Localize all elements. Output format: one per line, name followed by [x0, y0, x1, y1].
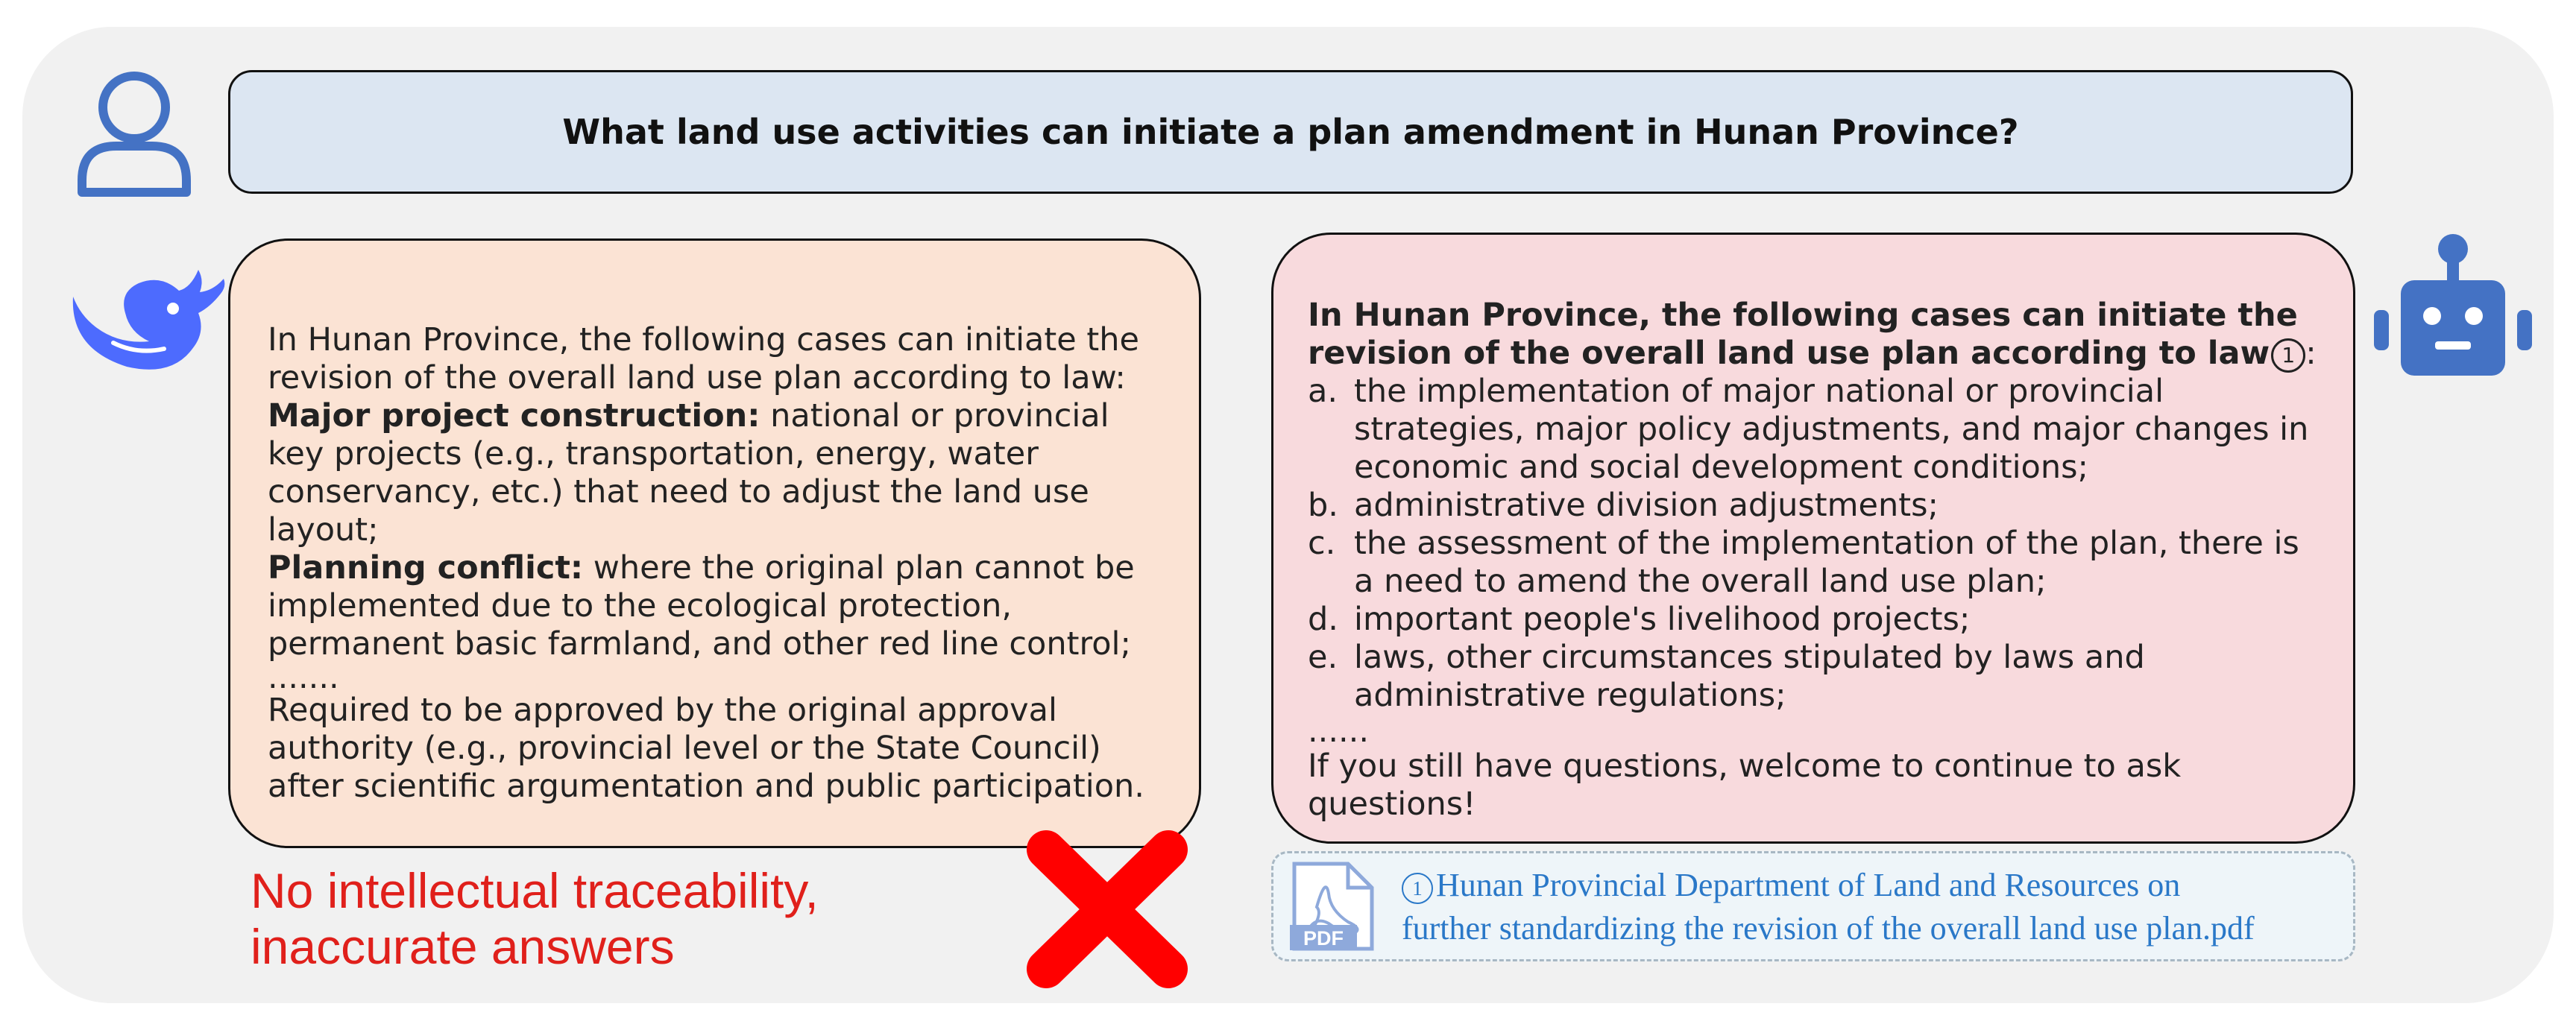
list-item-text: administrative division adjustments; — [1354, 487, 1939, 524]
question-text: What land use activities can initiate a plan amendment in Hunan Province? — [562, 112, 2019, 152]
user-icon — [75, 69, 194, 200]
list-item — [1308, 373, 2319, 487]
baseline-item-major-project — [268, 397, 1162, 549]
list-item-text: the implementation of major national or provincial strategies, major policy adjustments, and major changes in economic and social development conditions; — [1354, 373, 2309, 486]
baseline-conclusion: Required to be approved by the original approval authority (e.g., provincial level or the State Council) after scientific argumentation and public participation. — [268, 692, 1144, 805]
list-item — [1308, 525, 2319, 601]
reference-line-1 — [1402, 864, 2255, 907]
reference-line-2: further standardizing the revision of the overall land use plan.pdf — [1402, 910, 2255, 947]
list-item — [1308, 601, 2319, 639]
robot-icon — [2371, 233, 2535, 379]
reference-text[interactable] — [1402, 864, 2255, 950]
pdf-file-icon — [1287, 861, 1379, 952]
list-item-letter: c. — [1308, 525, 1336, 562]
reference-title-1: Hunan Provincial Department of Land and Resources on — [1436, 867, 2181, 903]
list-item-text: important people's livelihood projects; — [1354, 601, 1971, 638]
baseline-item-major-project-text: national or provincial key projects (e.g., transportation, energy, water conservancy, etc.) that need to adjust the land use layout; — [268, 397, 1109, 549]
red-x-icon — [1018, 827, 1197, 991]
warning-text — [251, 863, 819, 975]
list-item — [1308, 487, 2319, 525]
whale-logo-icon — [67, 253, 231, 380]
rag-ellipsis: ...... — [1308, 713, 1370, 750]
warning-line-1: No intellectual traceability, — [251, 863, 819, 918]
source-reference-card[interactable] — [1271, 851, 2355, 961]
rag-intro-suffix: : — [2305, 335, 2317, 372]
list-item — [1308, 639, 2319, 715]
citation-marker: 1 — [2271, 338, 2305, 373]
baseline-answer-box — [228, 238, 1201, 848]
list-item-text: laws, other circumstances stipulated by laws and administrative regulations; — [1354, 639, 2145, 714]
warning-line-2: inaccurate answers — [251, 919, 675, 974]
list-item-letter: d. — [1308, 601, 1338, 638]
baseline-ellipsis: ....... — [268, 659, 339, 696]
baseline-item-major-project-title: Major project construction: — [268, 397, 760, 435]
rag-intro-text: In Hunan Province, the following cases can initiate the revision of the overall land use plan according to law — [1308, 297, 2298, 372]
reference-marker: 1 — [1402, 873, 1433, 904]
rag-closing: If you still have questions, welcome to continue to ask questions! — [1308, 748, 2182, 823]
list-item-letter: e. — [1308, 639, 1338, 676]
baseline-item-planning-conflict-title: Planning conflict: — [268, 549, 584, 587]
baseline-item-planning-conflict-text: where the original plan cannot be implemented due to the ecological protection, permanent basic farmland, and other red line control; — [268, 549, 1135, 663]
list-item-text: the assessment of the implementation of the plan, there is a need to amend the overall land use plan; — [1354, 525, 2299, 600]
list-item-letter: b. — [1308, 487, 1338, 524]
list-item-letter: a. — [1308, 373, 1338, 410]
rag-answer-box — [1271, 233, 2355, 844]
question-box — [228, 70, 2353, 194]
pdf-label: PDF — [1303, 927, 1344, 950]
rag-intro — [1308, 297, 2319, 373]
baseline-item-planning-conflict — [268, 549, 1162, 663]
baseline-intro: In Hunan Province, the following cases can initiate the revision of the overall land use plan according to law: — [268, 321, 1139, 396]
rag-list — [1308, 373, 2319, 715]
